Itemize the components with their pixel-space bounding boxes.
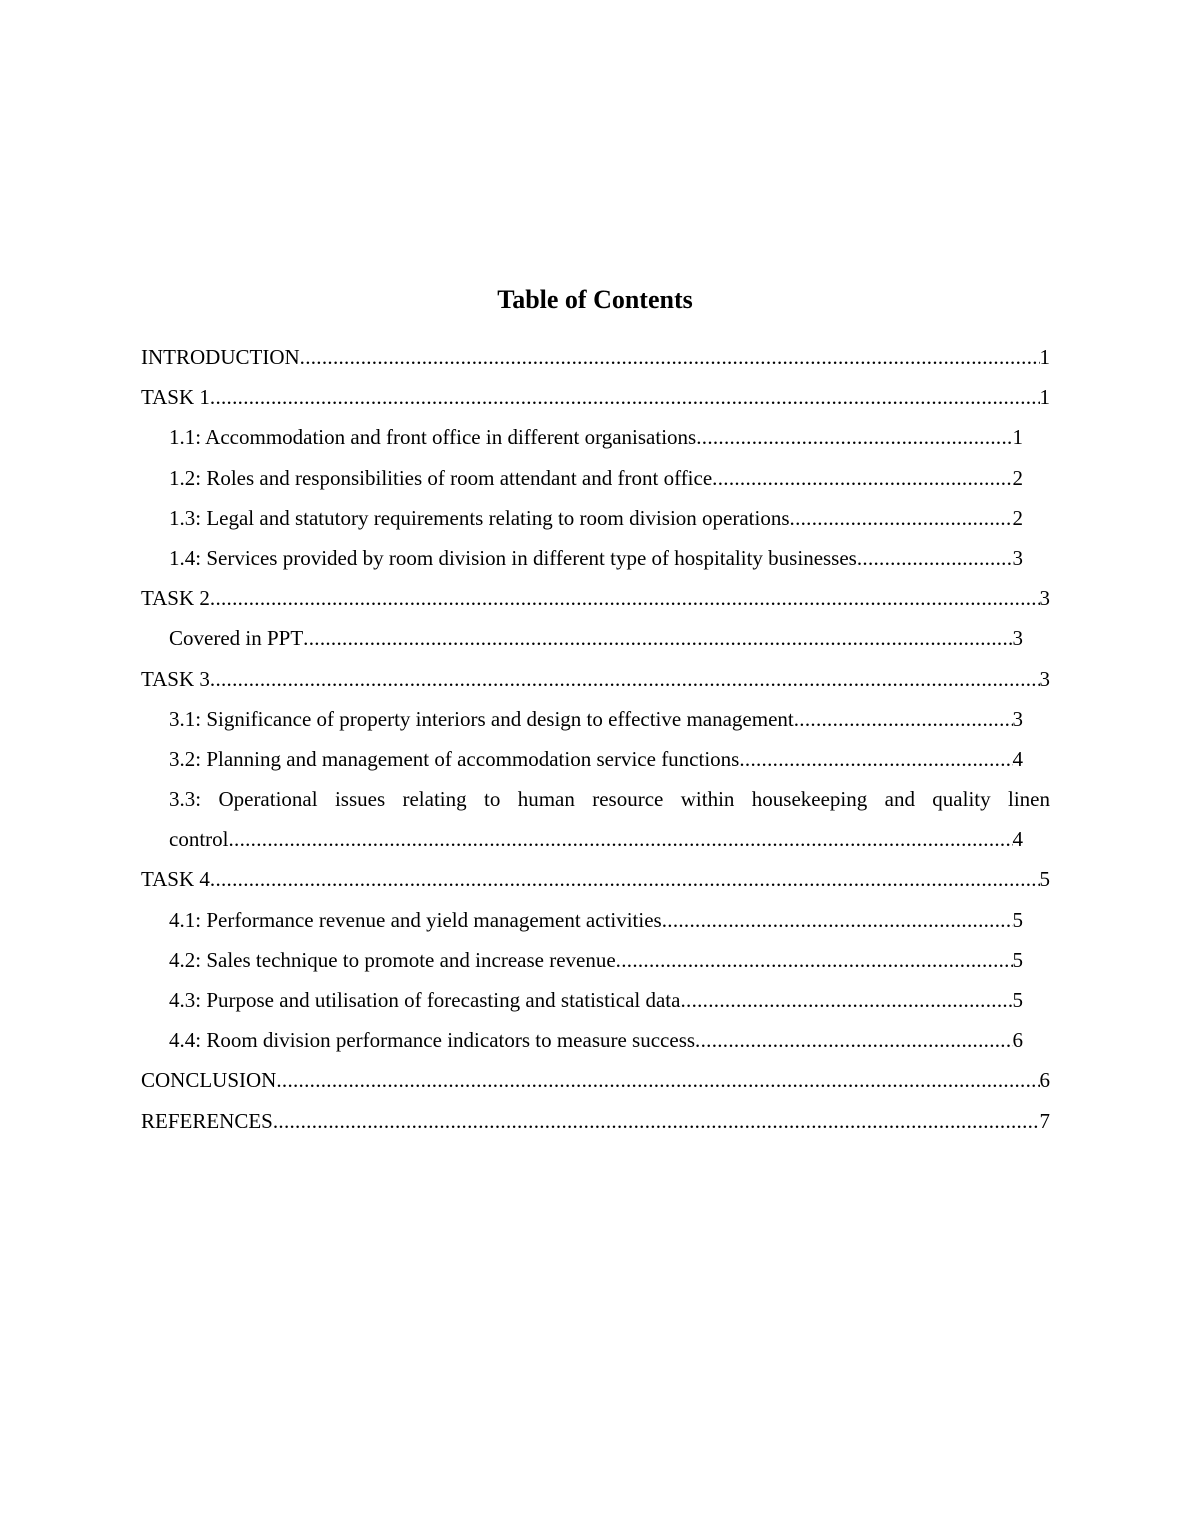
toc-page-number: 1 xyxy=(1039,345,1050,369)
toc-entry-label: TASK 2 xyxy=(141,586,210,611)
toc-page-number: 4 xyxy=(1012,746,1023,771)
toc-entry-label-line2: control xyxy=(169,827,229,852)
toc-page-number: 5 xyxy=(1012,988,1023,1013)
dot-leader xyxy=(273,1101,1040,1141)
toc-entry-label: 4.3: Purpose and utilisation of forecasting and statistical data xyxy=(169,988,681,1013)
toc-entry-label: CONCLUSION xyxy=(141,1068,277,1093)
toc-entry-label: Covered in PPT xyxy=(169,626,304,651)
toc-entry-4-3[interactable] xyxy=(169,980,1023,1020)
toc-entry-4-4[interactable] xyxy=(169,1020,1023,1060)
toc-entry-1-3[interactable] xyxy=(169,498,1023,538)
toc-entry-label: REFERENCES xyxy=(141,1108,273,1133)
toc-entry-label: 4.2: Sales technique to promote and increase revenue xyxy=(169,947,616,972)
toc-page-number: 7 xyxy=(1039,1108,1050,1133)
dot-leader xyxy=(210,578,1040,618)
dot-leader xyxy=(794,699,1013,739)
toc-page-number: 6 xyxy=(1039,1068,1050,1093)
toc-page-number: 5 xyxy=(1012,907,1023,932)
dot-leader xyxy=(790,498,1013,538)
toc-entry-label: 3.1: Significance of property interiors and design to effective management xyxy=(169,706,794,731)
toc-entry-label: 1.4: Services provided by room division in different type of hospitality businesses xyxy=(169,545,857,570)
dot-leader xyxy=(680,980,1012,1020)
toc-entry-covered-in-ppt[interactable] xyxy=(169,618,1023,658)
toc-entry-label: 4.4: Room division performance indicators to measure success xyxy=(169,1028,696,1053)
toc-entry-label: 1.3: Legal and statutory requirements relating to room division operations xyxy=(169,505,790,530)
toc-entry-task-4[interactable] xyxy=(141,859,1050,899)
dot-leader xyxy=(303,618,1012,658)
table-of-contents xyxy=(141,337,1050,1141)
dot-leader xyxy=(712,458,1012,498)
toc-entry-task-3[interactable] xyxy=(141,659,1050,699)
toc-entry-4-2[interactable] xyxy=(169,940,1023,980)
toc-page-number: 5 xyxy=(1012,947,1023,972)
toc-entry-3-2[interactable] xyxy=(169,739,1023,779)
toc-page-number: 6 xyxy=(1012,1028,1023,1053)
toc-entry-label: TASK 1 xyxy=(141,385,210,410)
dot-leader xyxy=(739,739,1012,779)
toc-entry-conclusion[interactable] xyxy=(141,1060,1050,1100)
dot-leader xyxy=(695,1020,1012,1060)
toc-page-number: 1 xyxy=(1012,425,1023,450)
dot-leader xyxy=(696,417,1012,457)
dot-leader xyxy=(228,819,1012,859)
toc-page-number: 2 xyxy=(1012,465,1023,490)
toc-entry-references[interactable] xyxy=(141,1101,1050,1141)
toc-entry-label: 1.1: Accommodation and front office in different organisations xyxy=(169,425,697,450)
dot-leader xyxy=(857,538,1013,578)
dot-leader xyxy=(300,337,1040,377)
toc-page-number: 3 xyxy=(1039,586,1050,611)
toc-page-number: 3 xyxy=(1012,706,1023,731)
toc-page-number: 3 xyxy=(1012,545,1023,570)
dot-leader xyxy=(276,1060,1039,1100)
toc-entry-label-line1: 3.3: Operational issues relating to human resource within housekeeping and quality linen xyxy=(169,787,1050,812)
toc-entry-label: 3.2: Planning and management of accommodation service functions xyxy=(169,746,740,771)
toc-page-number: 3 xyxy=(1012,626,1023,651)
toc-entry-task-1[interactable] xyxy=(141,377,1050,417)
toc-title: Table of Contents xyxy=(497,285,693,314)
toc-entry-introduction[interactable] xyxy=(141,337,1050,377)
toc-page-number: 3 xyxy=(1039,666,1050,691)
toc-entry-1-2[interactable] xyxy=(169,458,1023,498)
toc-entry-1-4[interactable] xyxy=(169,538,1023,578)
dot-leader xyxy=(210,659,1040,699)
toc-entry-1-1[interactable] xyxy=(169,417,1023,457)
toc-entry-label: 4.1: Performance revenue and yield management activities xyxy=(169,907,662,932)
toc-entry-label: 1.2: Roles and responsibilities of room attendant and front office xyxy=(169,465,713,490)
toc-entry-label: TASK 3 xyxy=(141,666,210,691)
dot-leader xyxy=(210,859,1040,899)
toc-entry-3-3[interactable] xyxy=(169,779,1050,859)
toc-page-number: 1 xyxy=(1039,385,1050,410)
toc-page-number: 5 xyxy=(1039,867,1050,892)
toc-entry-3-1[interactable] xyxy=(169,699,1023,739)
toc-entry-label: INTRODUCTION xyxy=(141,345,300,369)
toc-entry-task-2[interactable] xyxy=(141,578,1050,618)
dot-leader xyxy=(616,940,1013,980)
toc-page-number: 2 xyxy=(1012,505,1023,530)
dot-leader xyxy=(662,900,1013,940)
dot-leader xyxy=(210,377,1040,417)
toc-entry-4-1[interactable] xyxy=(169,900,1023,940)
toc-entry-label: TASK 4 xyxy=(141,867,210,892)
toc-page-number: 4 xyxy=(1012,827,1023,852)
